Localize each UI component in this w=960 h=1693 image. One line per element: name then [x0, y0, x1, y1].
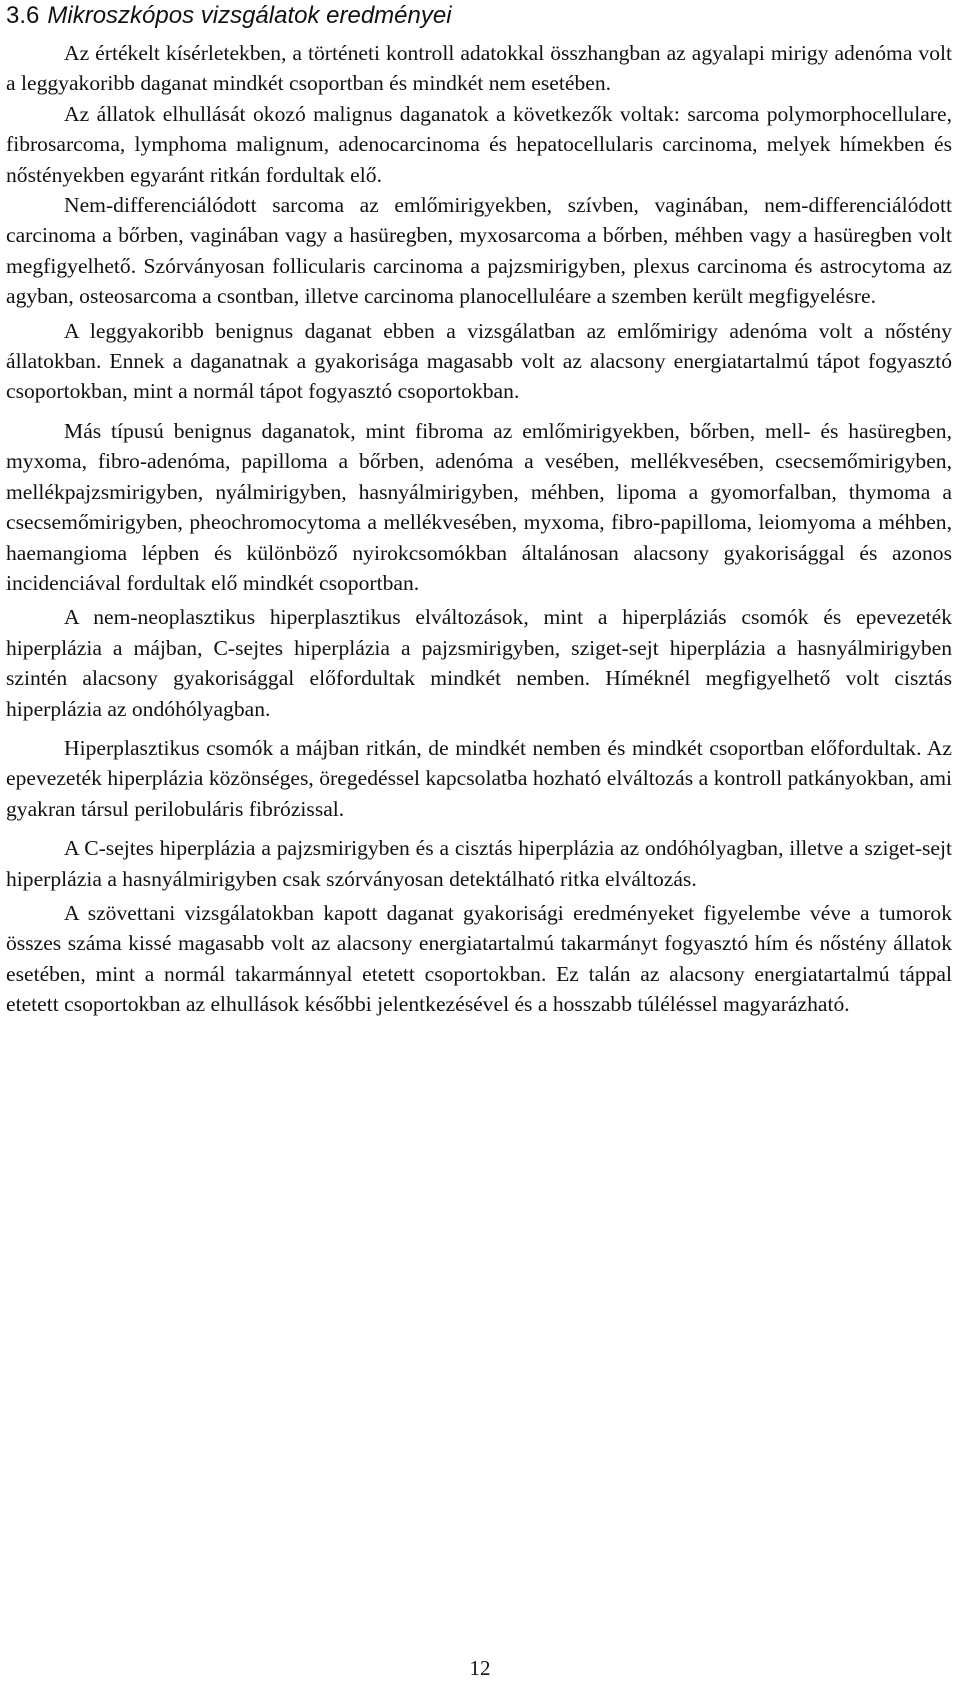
paragraph-3: Nem-differenciálódott sarcoma az emlőmirigyekben, szívben, vaginában, nem-differenciálódott carcinoma a bőrben, vaginában vagy a hasüregben, myxosarcoma a bőrben, méhben vagy a hasüregben volt megfigyelhető. Szórványosan follicularis carcinoma a pajzsmirigyben, plexus carcinoma és astrocytoma az agyban, osteosarcoma a csontban, illetve carcinoma planocelluléare a szemben került megfigyelésre.	[6, 193, 952, 309]
paragraph-4: A leggyakoribb benignus daganat ebben a vizsgálatban az emlőmirigy adenóma volt a nőstény állatokban. Ennek a daganatnak a gyakorisága magasabb volt az alacsony energiatartalmú tápot fogyasztó csoportokban, mint a normál tápot fogyasztó csoportokban.	[6, 318, 952, 404]
body-text	[6, 38, 952, 1020]
page-number: 12	[469, 1656, 491, 1680]
section-title: Mikroszkópos vizsgálatok eredményei	[47, 2, 452, 29]
paragraph-5: Más típusú benignus daganatok, mint fibroma az emlőmirigyekben, bőrben, mell- és hasüregben, myxoma, fibro-adenóma, papilloma a bőrben, adenóma a vesében, mellékvesében, csecsemőmirigyben, mellékpajzsmirigyben, nyálmirigyben, hasnyálmirigyben, méhben, lipoma a gyomorfalban, thymoma a csecsemőmirigyben, pheochromocytoma a mellékvesében, myxoma, fibro-papilloma, leiomyoma a méhben, haemangioma lépben és különböző nyirokcsomókban általánosan alacsony gyakorisággal és azonos incidenciával fordultak elő mindkét csoportban.	[6, 418, 952, 595]
paragraph-1: Az értékelt kísérletekben, a történeti kontroll adatokkal összhangban az agyalapi mirigy adenóma volt a leggyakoribb daganat mindkét csoportban és mindkét nem esetében.	[6, 41, 952, 96]
paragraph-8: A C-sejtes hiperplázia a pajzsmirigyben és a cisztás hiperplázia az ondóhólyagban, illetve a sziget-sejt hiperplázia a hasnyálmirigyben csak szórványosan detektálható ritka elváltozás.	[6, 836, 952, 891]
paragraph-2: Az állatok elhullását okozó malignus daganatok a következők voltak: sarcoma polymorphocellulare, fibrosarcoma, lymphoma malignum, adenocarcinoma és hepatocellularis carcinoma, melyek hímekben és nőstényekben egyaránt ritkán fordultak elő.	[6, 101, 952, 187]
section-heading	[6, 0, 452, 32]
paragraph-9: A szövettani vizsgálatokban kapott daganat gyakorisági eredményeket figyelembe véve a tumorok összes száma kissé magasabb volt az alacsony energiatartalmú takarmányt fogyasztó hím és nőstény állatok esetében, mint a normál takarmánnyal etetett csoportokban. Ez talán az alacsony energiatartalmú táppal etetett csoportokban az elhullások későbbi jelentkezésével és a hosszabb túléléssel magyarázható.	[6, 900, 952, 1017]
paragraph-7: Hiperplasztikus csomók a májban ritkán, de mindkét nemben és mindkét csoportban előfordultak. Az epevezeték hiperplázia közönséges, öregedéssel kapcsolatba hozható elváltozás a kontroll patkányokban, ami gyakran társul perilobuláris fibrózissal.	[6, 735, 952, 821]
paragraph-6: A nem-neoplasztikus hiperplasztikus elváltozások, mint a hiperpláziás csomók és epevezeték hiperplázia a májban, C-sejtes hiperplázia a pajzsmirigyben, sziget-sejt hiperplázia a hasnyálmirigyben szintén alacsony gyakorisággal előfordultak mindkét nemben. Híméknél megfigyelhető volt cisztás hiperplázia az ondóhólyagban.	[6, 605, 952, 721]
section-number: 3.6	[6, 2, 40, 29]
